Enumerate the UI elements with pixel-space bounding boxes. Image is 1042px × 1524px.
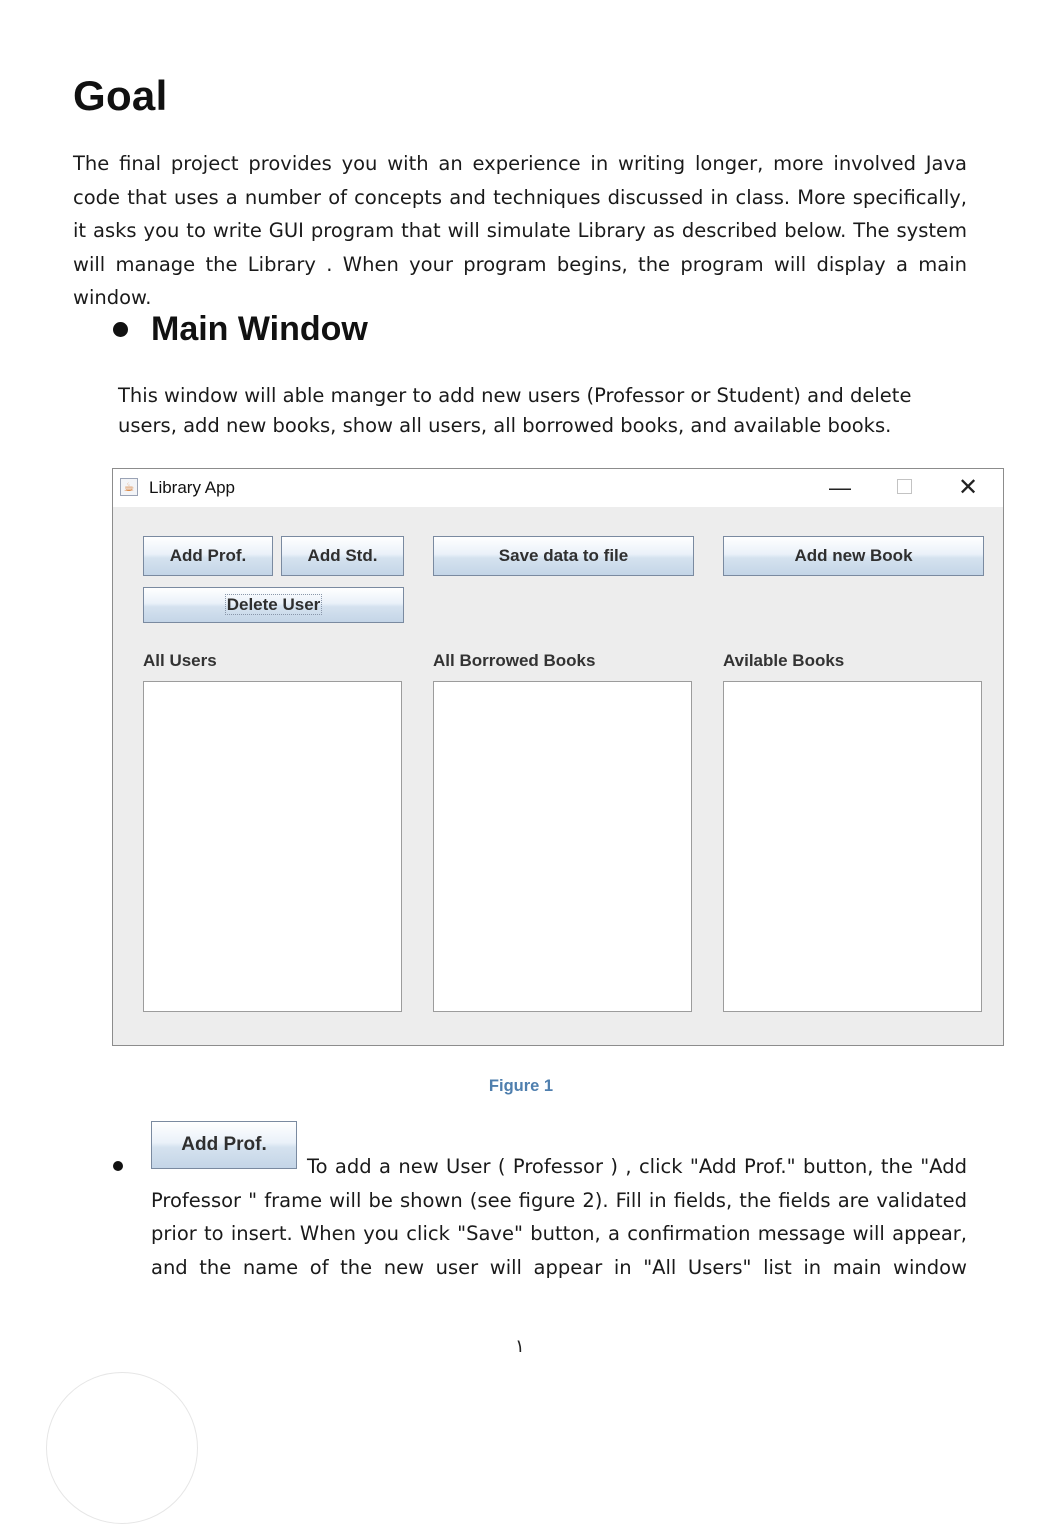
- add-std-button[interactable]: Add Std.: [281, 536, 404, 576]
- available-books-label: Avilable Books: [723, 651, 845, 670]
- add-prof-text: To add a new User ( Professor ) , click "Add Prof." button, the "Add Professor " frame will be shown (see figure 2). Fill in fields, the fields are validated prior to insert. When you click "Save" button, a confirmation message will appear, and the name of the new user will appear in "All Users" list in main window: [151, 1155, 967, 1279]
- minimize-icon[interactable]: —: [829, 475, 851, 500]
- borrowed-books-label: All Borrowed Books: [433, 651, 596, 670]
- figure-caption: Figure 1: [488, 1077, 554, 1095]
- maximize-icon[interactable]: [889, 473, 919, 503]
- delete-user-button[interactable]: [143, 587, 404, 623]
- main-window-heading: Main Window: [151, 310, 368, 348]
- bullet-icon: [113, 1161, 123, 1171]
- window-titlebar: [113, 469, 1003, 507]
- bullet-icon: [113, 322, 128, 337]
- page-number: ١: [515, 1336, 525, 1357]
- save-data-button[interactable]: Save data to file: [433, 536, 694, 576]
- window-title: Library App: [149, 478, 235, 497]
- main-window-description: This window will able manger to add new users (Professor or Student) and delete users, add new books, show all users, all borrowed books, and available books.: [118, 384, 912, 437]
- available-books-list[interactable]: [723, 681, 982, 1012]
- borrowed-books-list[interactable]: [433, 681, 692, 1012]
- library-app-window: [112, 468, 1004, 1046]
- intro-paragraph: The final project provides you with an experience in writing longer, more involved Java code that uses a number of concepts and techniques discussed in class. More specifically, it asks you to write GUI program that will simulate Library as described below. The system will manage the Library . When your program begins, the program will display a main window.: [73, 152, 967, 309]
- all-users-label: All Users: [143, 651, 217, 670]
- all-users-list[interactable]: [143, 681, 402, 1012]
- java-cup-icon: ☕: [120, 478, 138, 496]
- delete-user-label: Delete User: [226, 595, 321, 614]
- add-prof-button[interactable]: Add Prof.: [143, 536, 273, 576]
- close-icon[interactable]: ✕: [957, 474, 979, 501]
- page-heading: Goal: [73, 72, 168, 119]
- add-new-book-button[interactable]: Add new Book: [723, 536, 984, 576]
- add-prof-paragraph: [151, 1150, 967, 1284]
- decorative-arc: [46, 1372, 198, 1524]
- add-prof-inline-button: Add Prof.: [151, 1121, 297, 1169]
